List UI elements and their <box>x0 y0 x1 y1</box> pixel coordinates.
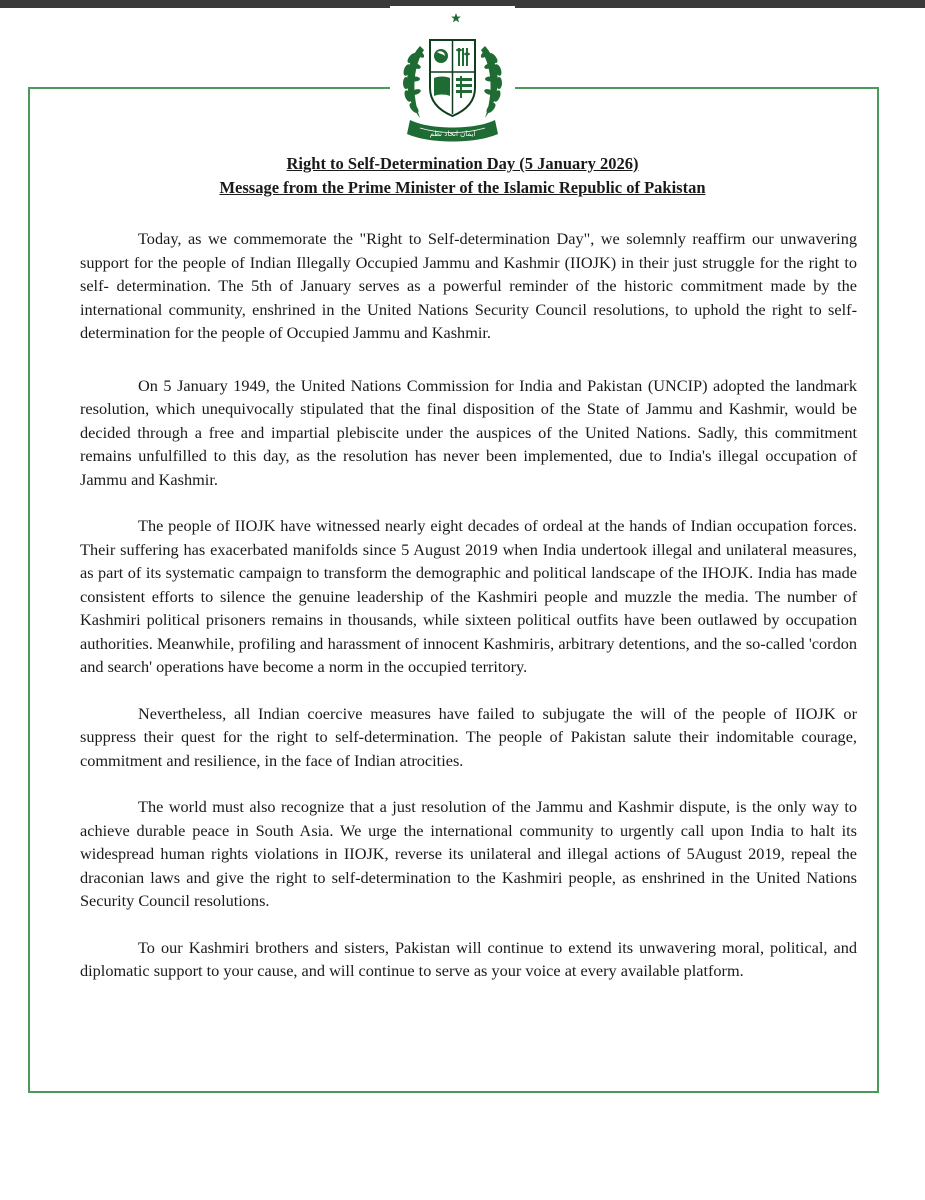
paragraph-5: The world must also recognize that a just resolution of the Jammu and Kashmir dispute, is the only way to achieve durable peace in South Asia. We urge the international community to urgently call upon India to halt its widespread human rights violations in IIOJK, reverse its unilateral and illegal actions of 5August 2019, repeal the draconian laws and give the right to self-determination to the Kashmiri people, as enshrined in the United Nations Security Council resolutions. <box>80 797 857 910</box>
message-body <box>80 227 857 983</box>
wreath-right-icon <box>480 46 503 118</box>
paragraph-1: Today, as we commemorate the "Right to Self-determination Day", we solemnly reaffirm our unwavering support for the people of Indian Illegally Occupied Jammu and Kashmir (IIOJK) in their just struggle for the right to self- determination. The 5th of January serves as a powerful reminder of the historic commitment made by the international community, enshrined in the United Nations Security Council resolutions, to uphold the right to self-determination for the people of Occupied Jammu and Kashmir. <box>80 229 857 342</box>
paragraph-3: The people of IIOJK have witnessed nearly eight decades of ordeal at the hands of Indian occupation forces. Their suffering has exacerbated manifolds since 5 August 2019 when India undertook illegal and unilateral measures, as part of its systematic campaign to transform the demographic and political landscape of the IHOJK. India has made consistent efforts to silence the genuine leadership of the Kashmiri people and muzzle the media. The number of Kashmiri political prisoners remains in thousands, while sixteen political outfits have been outlawed by occupation authorities. Meanwhile, profiling and harassment of innocent Kashmiris, arbitrary detentions, and the so-called 'cordon and search' operations have become a norm in the occupied territory. <box>80 516 857 676</box>
heading-title-line: Right to Self-Determination Day (5 January 2026) <box>286 154 639 173</box>
document-heading <box>0 152 925 200</box>
wreath-left-icon <box>402 46 425 118</box>
shield-icon <box>430 40 475 116</box>
svg-text:ایمان اتحاد نظم: ایمان اتحاد نظم <box>429 130 476 138</box>
paragraph-6: To our Kashmiri brothers and sisters, Pakistan will continue to extend its unwavering moral, political, and diplomatic support to your cause, and will continue to serve as your voice at every available platform. <box>80 937 857 980</box>
state-emblem-graphic <box>390 6 515 146</box>
paragraph-4: Nevertheless, all Indian coercive measures have failed to subjugate the will of the people of IIOJK or suppress their quest for the right to self-determination. The people of Pakistan salute their indomitable courage, commitment and resilience, in the face of Indian atrocities. <box>80 703 857 770</box>
heading-subtitle-line: Message from the Prime Minister of the Islamic Republic of Pakistan <box>219 178 706 197</box>
state-emblem <box>390 6 515 146</box>
paragraph-2: On 5 January 1949, the United Nations Commission for India and Pakistan (UNCIP) adopted the landmark resolution, which unequivocally stipulated that the final disposition of the State of Jammu and Kashmir, would be decided through a free and impartial plebiscite under the auspices of the United Nations. Sadly, this commitment remains unfulfilled to this day, as the resolution has never been implemented, due to India's illegal occupation of Jammu and Kashmir. <box>80 375 857 489</box>
scroll-banner-icon <box>407 120 498 142</box>
crescent-star-icon <box>442 12 461 32</box>
